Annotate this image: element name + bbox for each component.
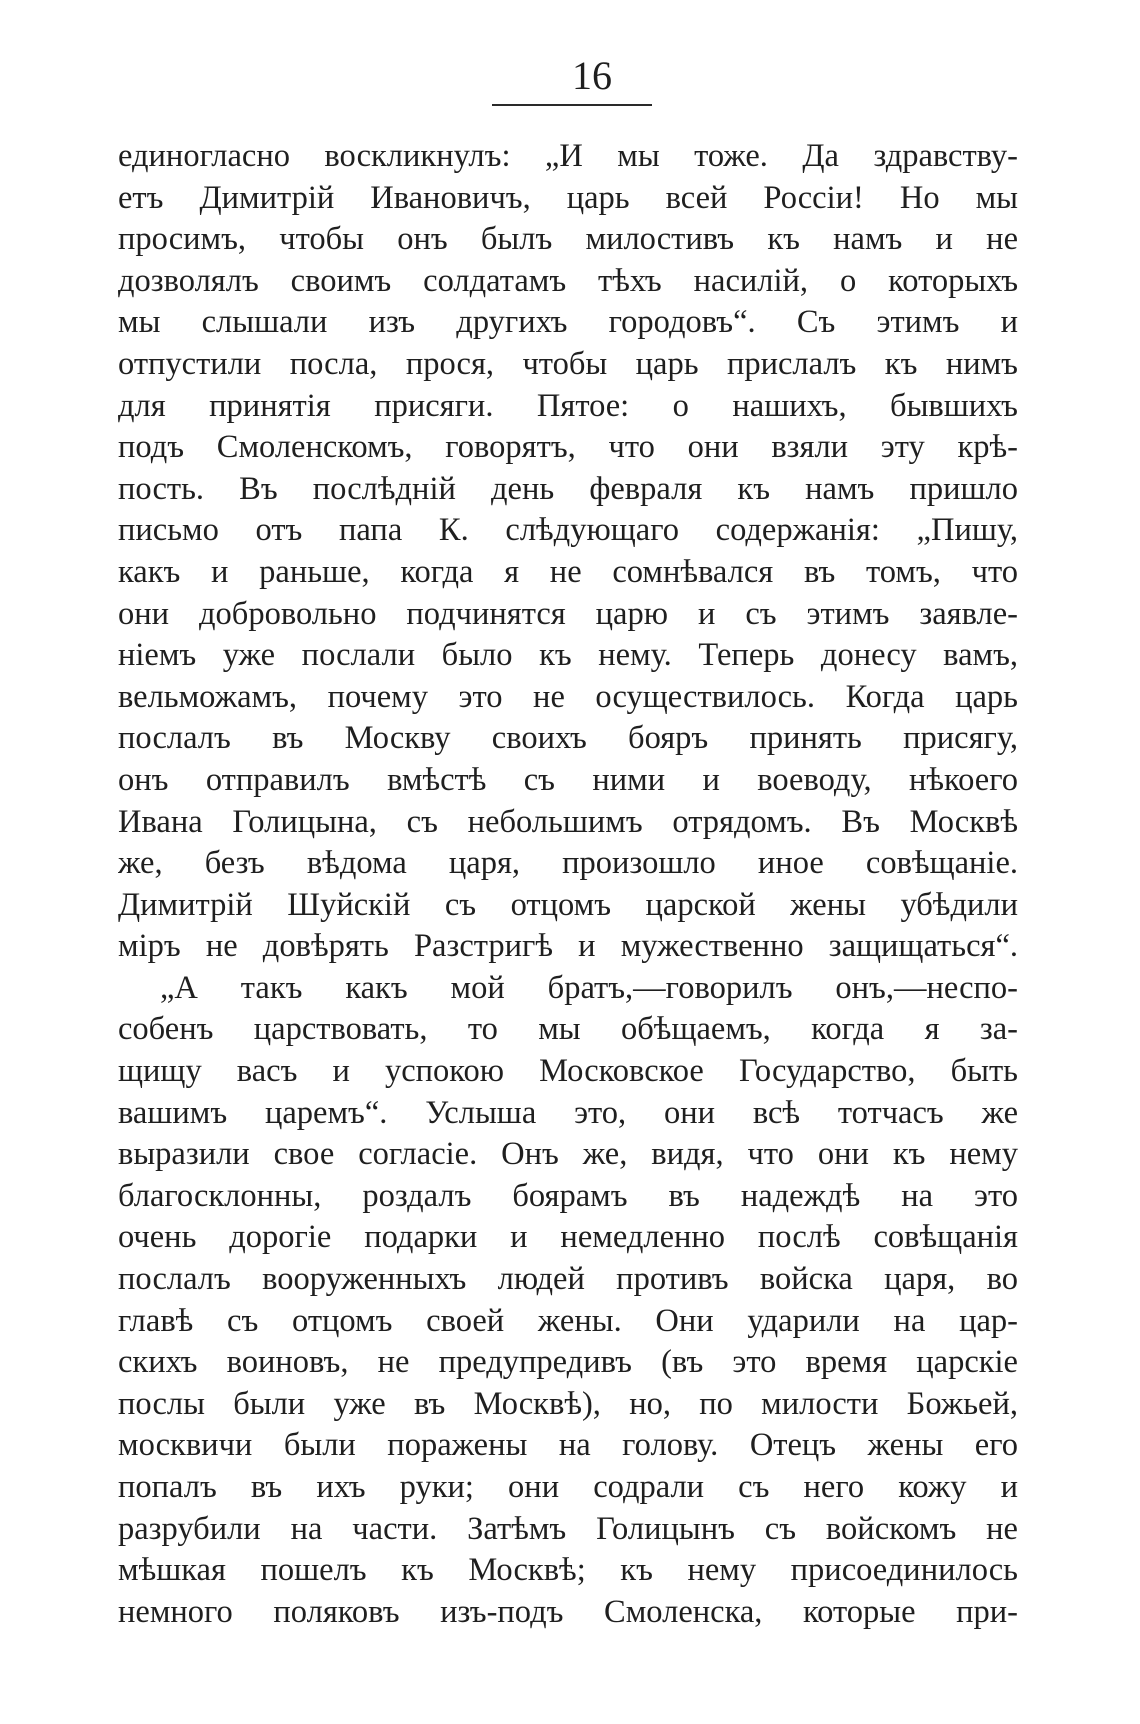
text-line: выразили свое согласіе. Онъ же, видя, что они къ нему [118,1136,1018,1173]
text-line: мы слышали изъ другихъ городовъ“. Съ этимъ и [118,304,1018,341]
text-line: Ивана Голицына, съ небольшимъ отрядомъ. Въ Москвѣ [118,803,1018,840]
text-line: послалъ въ Москву своихъ бояръ принять присягу, [118,720,1018,757]
text-line: какъ и раньше, когда я не сомнѣвался въ томъ, что [118,553,1018,590]
text-line: для принятія присяги. Пятое: о нашихъ, бывшихъ [118,387,1018,424]
text-line: благосклонны, роздалъ боярамъ въ надеждѣ на это [118,1177,1018,1214]
text-line: просимъ, чтобы онъ былъ милостивъ къ намъ и не [118,221,1018,258]
text-line: дозволялъ своимъ солдатамъ тѣхъ насилій, о которыхъ [118,262,1018,299]
text-line: главѣ съ отцомъ своей жены. Они ударили на цар- [118,1302,1018,1339]
text-line: разрубили на части. Затѣмъ Голицынъ съ войскомъ не [118,1510,1018,1547]
text-line: вельможамъ, почему это не осуществилось. Когда царь [118,678,1018,715]
text-line: щищу васъ и успокою Московское Государство, быть [118,1053,1018,1090]
text-line: они добровольно подчинятся царю и съ этимъ заявле- [118,595,1018,632]
page-number: 16 [572,53,612,98]
text-line: собенъ царствовать, то мы обѣщаемъ, когда я за- [118,1011,1018,1048]
text-line: попалъ въ ихъ руки; они содрали съ него кожу и [118,1469,1018,1505]
text-line: немного поляковъ изъ-подъ Смоленска, которые при- [118,1593,1018,1630]
text-line: онъ отправилъ вмѣстѣ съ ними и воеводу, нѣкоего [118,761,1018,798]
text-line: етъ Димитрій Ивановичъ, царь всей Россіи! Но мы [118,179,1018,216]
text-line: послалъ вооруженныхъ людей противъ войска царя, во [118,1261,1018,1298]
text-line: вашимъ царемъ“. Услыша это, они всѣ тотчасъ же [118,1094,1018,1131]
text-line: міръ не довѣрять Разстригѣ и мужественно защищаться“. [118,928,1018,965]
header-rule [492,104,652,106]
body-text [118,136,1018,1633]
text-line: очень дорогіе подарки и немедленно послѣ совѣщанія [118,1219,1018,1256]
text-line: скихъ воиновъ, не предупредивъ (въ это время царскіе [118,1344,1018,1381]
text-line: отпустили посла, прося, чтобы царь прислалъ къ нимъ [118,345,1018,382]
text-line: Димитрій Шуйскій съ отцомъ царской жены убѣдили [118,886,1018,923]
text-line: москвичи были поражены на голову. Отецъ жены его [118,1427,1018,1464]
text-line: подъ Смоленскомъ, говорятъ, что они взяли эту крѣ- [118,429,1018,466]
text-line: же, безъ вѣдома царя, произошло иное совѣщаніе. [118,845,1018,882]
text-line: единогласно воскликнулъ: „И мы тоже. Да здравству- [118,138,1018,174]
text-line: ніемъ уже послали было къ нему. Теперь донесу вамъ, [118,637,1018,674]
text-line: письмо отъ папа К. слѣдующаго содержанія: „Пишу, [118,512,1018,549]
paragraph-first-line: „А такъ какъ мой братъ,—говорилъ онъ,—неспо- [160,969,1018,1006]
text-line: мѣшкая пошелъ къ Москвѣ; къ нему присоединилось [118,1552,1018,1589]
text-line: послы были уже въ Москвѣ), но, по милости Божьей, [118,1385,1018,1422]
text-line: пость. Въ послѣдній день февраля къ намъ пришло [118,470,1018,507]
